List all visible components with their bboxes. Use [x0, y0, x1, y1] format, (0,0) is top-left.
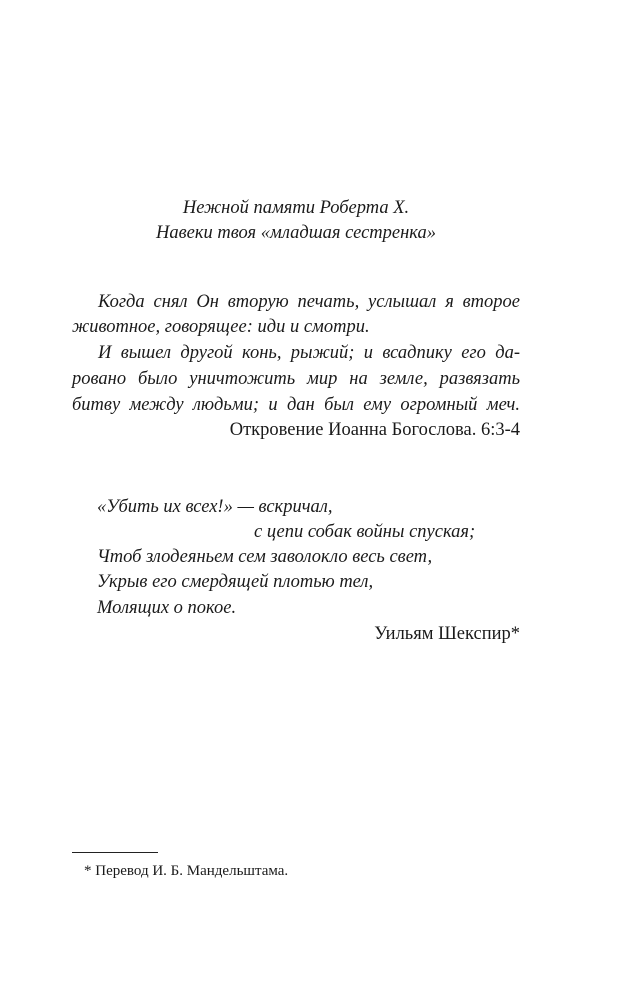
poem-line: Чтоб злодеяньем сем заволокло весь свет,: [97, 547, 433, 567]
poem-line: с цепи собак войны спуская;: [254, 522, 476, 542]
epigraph-line: ровано было уничтожить мир на земле, развязать: [72, 369, 520, 389]
poem-attribution: Уильям Шекспир*: [374, 624, 520, 644]
dedication-line: Нежной памяти Роберта Х.: [182, 198, 410, 218]
poem-line: «Убить их всех!» — вскричал,: [97, 497, 333, 517]
epigraph-attribution: Откровение Иоанна Богослова. 6:3-4: [229, 420, 520, 440]
epigraph-line: битву между людьми; и дан был ему огромный меч.: [72, 395, 520, 415]
epigraph-line: животное, говорящее: иди и смотри.: [72, 317, 370, 337]
footnote-rule: [72, 852, 158, 853]
poem-line: Молящих о покое.: [97, 598, 237, 618]
epigraph-line: Когда снял Он вторую печать, услышал я второе: [98, 292, 520, 312]
poem-line: Укрыв его смердящей плотью тел,: [97, 572, 374, 592]
epigraph-line: И вышел другой конь, рыжий; и всадnику его да-: [98, 343, 520, 363]
footnote: * Перевод И. Б. Мандельштама.: [84, 863, 289, 879]
dedication-line: Навеки твоя «младшая сестренка»: [156, 223, 436, 243]
